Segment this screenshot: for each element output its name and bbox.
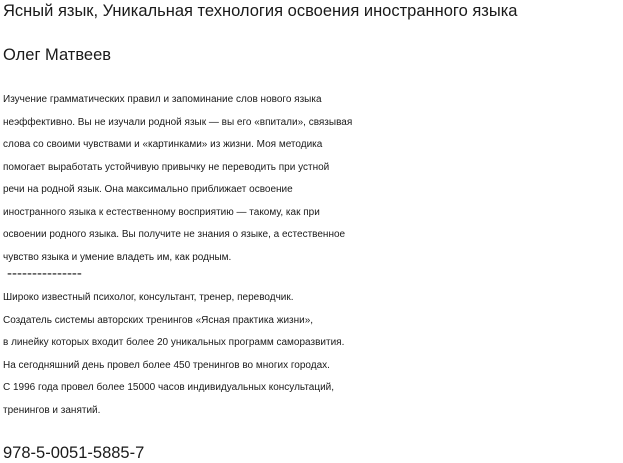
- bio-line: Широко известный психолог, консультант, тренер, переводчик.: [3, 292, 294, 303]
- description-line: помогает выработать устойчивую привычку не переводить при устной: [3, 161, 330, 173]
- description-line: неэффективно. Вы не изучали родной язык — вы его «впитали», связывая: [3, 116, 353, 128]
- book-description: [3, 89, 621, 269]
- section-separator: ---------------: [7, 265, 82, 282]
- description-line: Изучение грамматических правил и запоминание слов нового языка: [3, 94, 322, 105]
- bio-line: тренингов и занятий.: [3, 404, 101, 416]
- description-line: иностранного языка к естественному восприятию — такому, как при: [3, 206, 320, 218]
- description-line: чувство языка и умение владеть им, как родным.: [3, 251, 232, 263]
- description-line: слова со своими чувствами и «картинками» из жизни. Моя методика: [3, 139, 323, 150]
- book-title: Ясный язык, Уникальная технология освоения иностранного языка: [3, 2, 518, 20]
- description-line: освоении родного языка. Вы получите не знания о языке, а естественное: [3, 229, 346, 240]
- author-bio: [3, 287, 621, 422]
- bio-line: С 1996 года провел более 15000 часов индивидуальных консультаций,: [3, 382, 335, 393]
- description-line: речи на родной язык. Она максимально приближает освоение: [3, 184, 293, 195]
- isbn: 978-5-0051-5885-7: [3, 444, 145, 462]
- bio-line: На сегодняшний день провел более 450 тренингов во многих городах.: [3, 359, 330, 371]
- bio-line: в линейку которых входит более 20 уникальных программ саморазвития.: [3, 337, 345, 348]
- book-author: Олег Матвеев: [3, 46, 112, 64]
- bio-line: Создатель системы авторских тренингов «Ясная практика жизни»,: [3, 314, 314, 326]
